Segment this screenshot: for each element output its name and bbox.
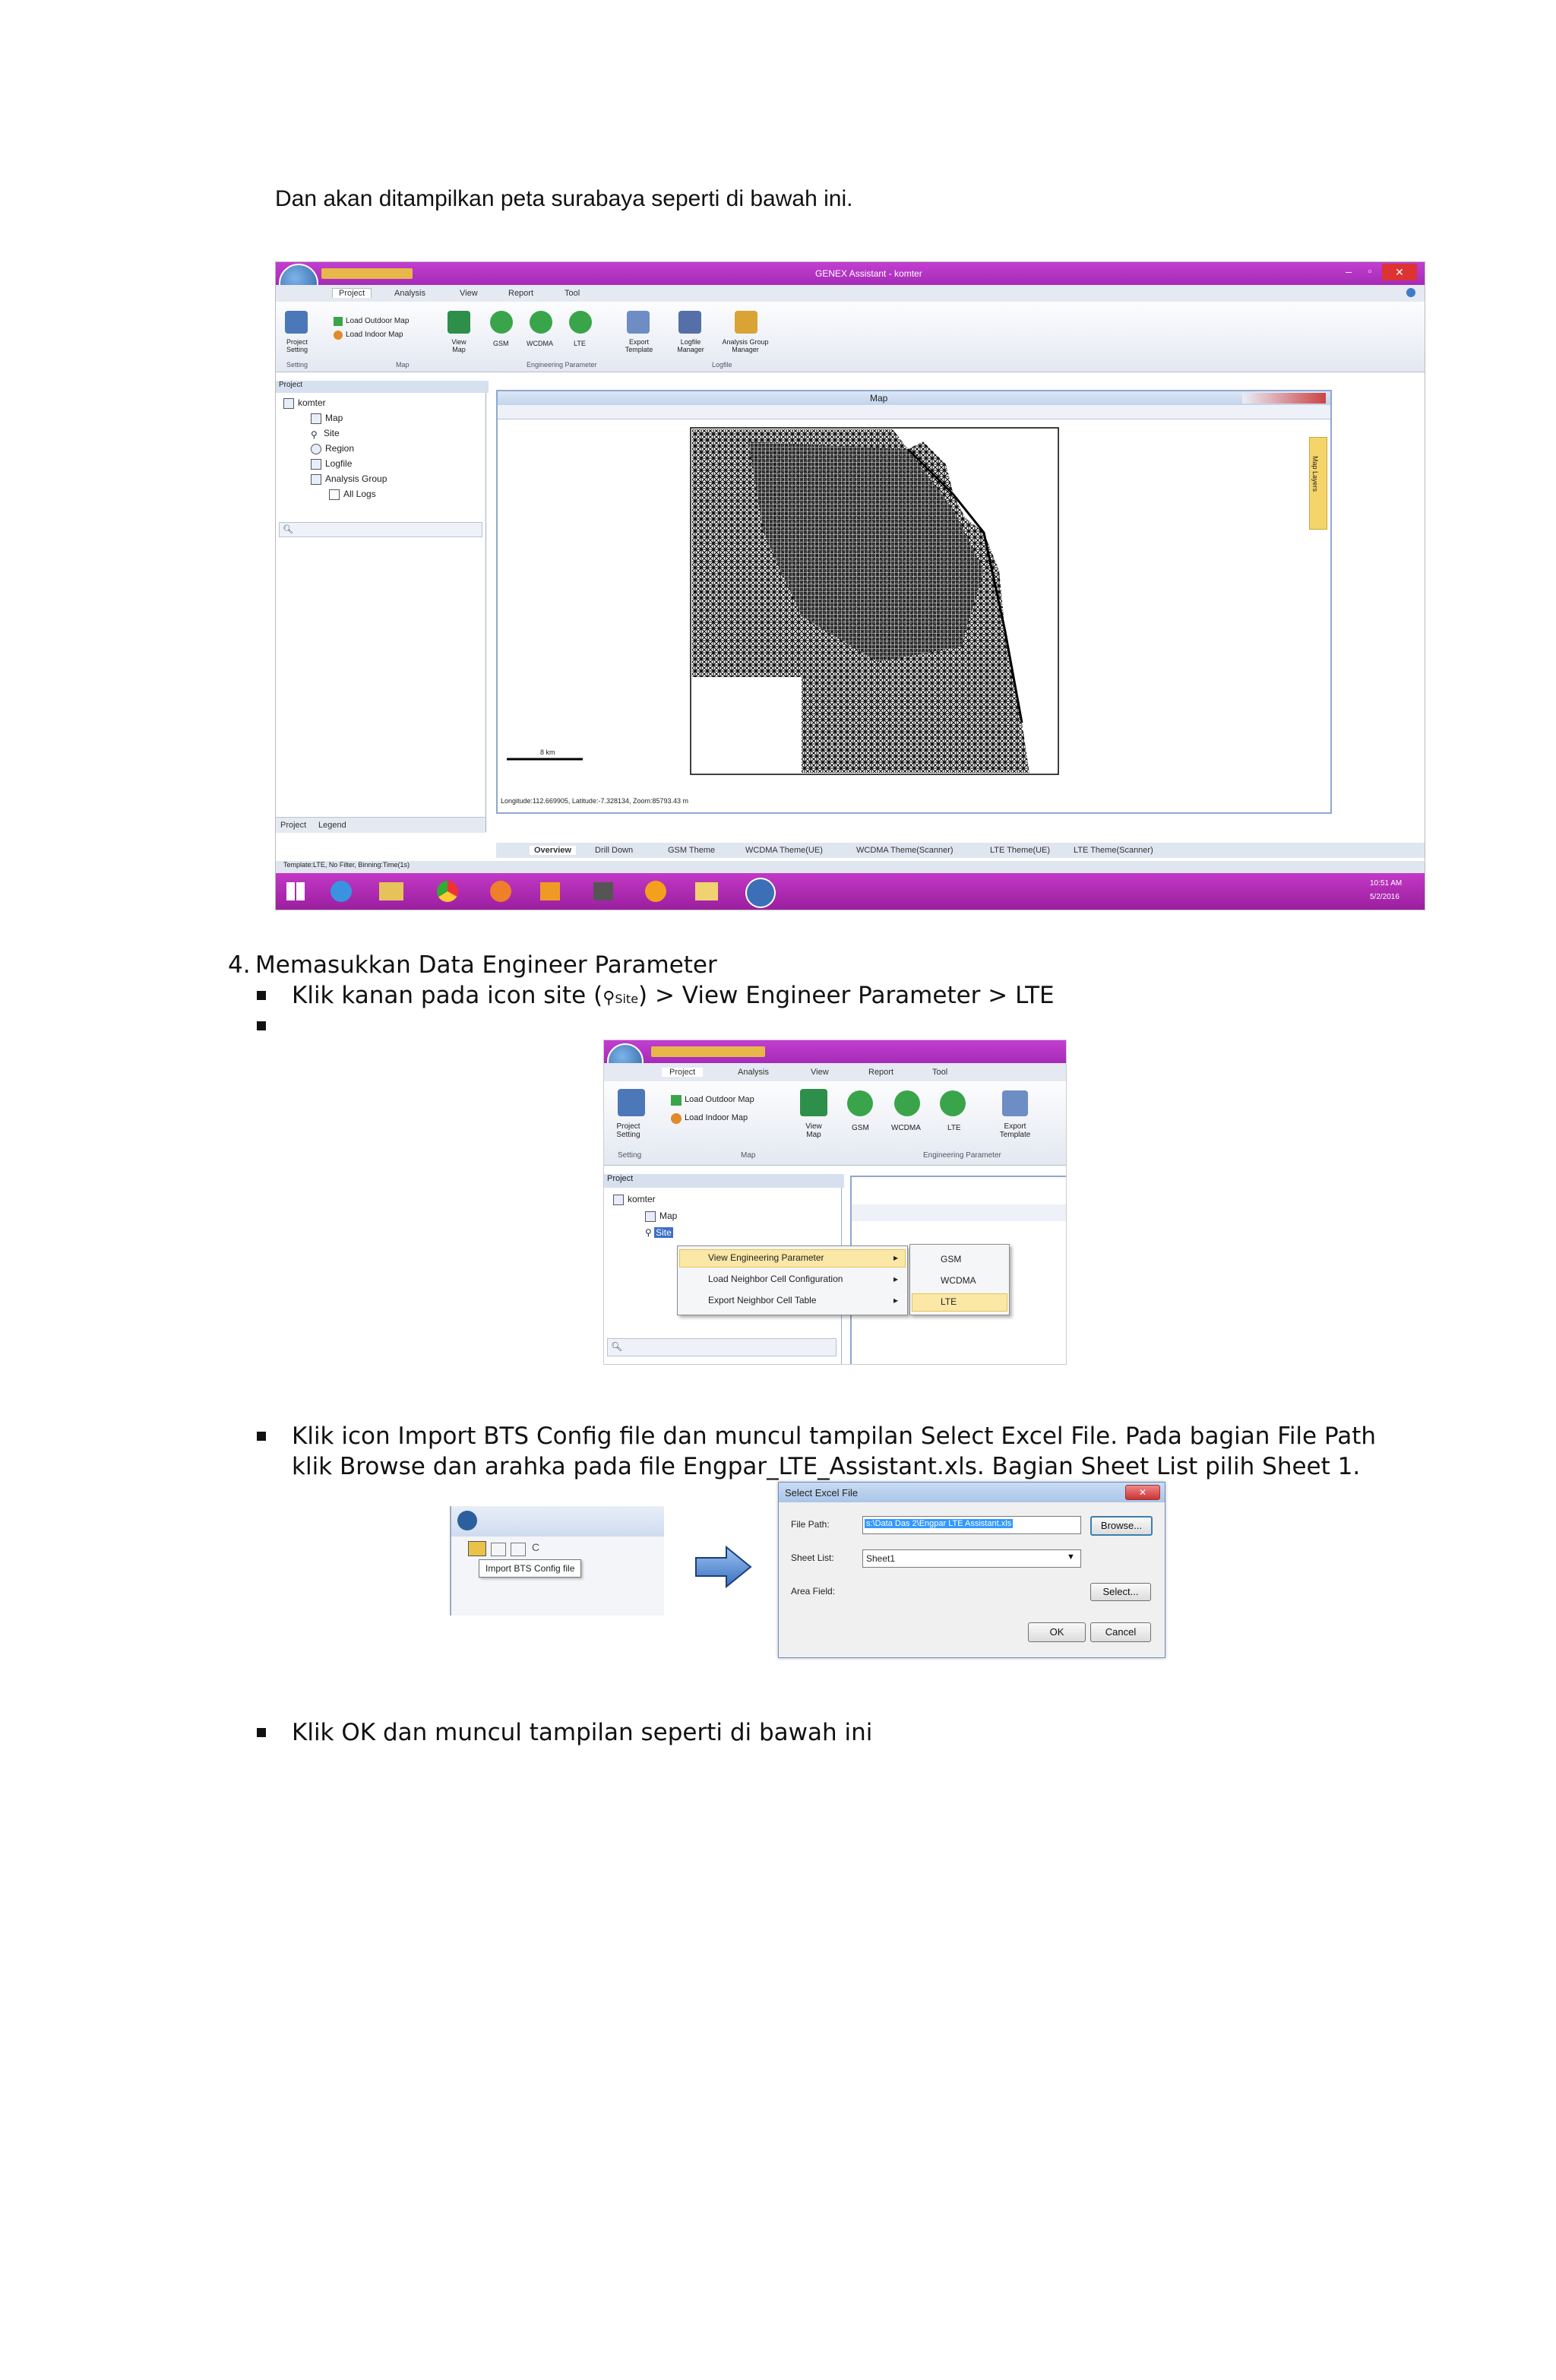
select-excel-file-dialog bbox=[778, 1482, 1165, 1658]
screenshot-genex-main bbox=[275, 261, 1425, 910]
clapper-icon[interactable] bbox=[593, 882, 613, 900]
tab-report[interactable]: Report bbox=[868, 1068, 894, 1077]
view-map-icon[interactable] bbox=[448, 311, 470, 334]
toolbar-icon[interactable] bbox=[491, 1543, 506, 1556]
quick-access-toolbar[interactable] bbox=[321, 268, 413, 279]
menu-arrow: ▸ bbox=[893, 1274, 899, 1284]
window-header bbox=[450, 1506, 664, 1537]
search-icon: 🔍︎ bbox=[283, 525, 293, 534]
menu-arrow: ▸ bbox=[893, 1295, 899, 1306]
lte-label: LTE bbox=[574, 340, 586, 347]
group-eng-label: Engineering Parameter bbox=[527, 361, 597, 369]
surabaya-map-image bbox=[498, 419, 1330, 791]
tab-view[interactable]: View bbox=[811, 1068, 829, 1077]
map-window-titlebar bbox=[498, 391, 1330, 405]
group-map-label: Map bbox=[396, 361, 410, 369]
bullet-marker bbox=[257, 1432, 266, 1441]
group-eng-label: Engineering Parameter bbox=[923, 1151, 1001, 1160]
submenu-lte[interactable]: LTE bbox=[941, 1296, 957, 1307]
tab-overview[interactable]: Overview bbox=[530, 846, 576, 855]
menu-export-neighbor-cell[interactable]: Export Neighbor Cell Table bbox=[708, 1295, 817, 1306]
analysis-group-icon bbox=[311, 474, 321, 485]
tab-tool[interactable]: Tool bbox=[565, 289, 580, 298]
tab-tool[interactable]: Tool bbox=[932, 1068, 948, 1077]
ok-button[interactable]: OK bbox=[1028, 1622, 1086, 1642]
ribbon-tabs bbox=[276, 285, 1425, 302]
tree-item-komter[interactable]: komter bbox=[283, 397, 326, 409]
explorer-icon[interactable] bbox=[379, 882, 403, 900]
bullet4-text: Klik OK dan muncul tampilan seperti di bawah ini bbox=[292, 1719, 873, 1746]
wcdma-label: WCDMA bbox=[891, 1124, 921, 1132]
tree-item-logfile[interactable]: Logfile bbox=[311, 458, 352, 470]
logfile-icon bbox=[311, 459, 321, 470]
load-outdoor-map-button[interactable]: Load Outdoor Map bbox=[685, 1095, 754, 1104]
ribbon bbox=[604, 1081, 1066, 1166]
tab-project[interactable]: Project bbox=[332, 288, 372, 298]
project-setting-label: Project Setting bbox=[286, 338, 308, 353]
gsm-icon[interactable] bbox=[490, 311, 513, 334]
tab-wcdma-theme-ue[interactable]: WCDMA Theme(UE) bbox=[745, 846, 823, 855]
bullet3-line1: Klik icon Import BTS Config file dan muncul tampilan Select Excel File. Pada bagian File Path bbox=[292, 1423, 1377, 1450]
screenshot-context-menu bbox=[603, 1040, 1067, 1365]
quick-access-toolbar[interactable] bbox=[651, 1046, 765, 1057]
analysis-group-manager-icon[interactable] bbox=[735, 311, 757, 334]
right-arrow-icon bbox=[693, 1544, 754, 1590]
title-bar bbox=[604, 1040, 1066, 1063]
tab-analysis[interactable]: Analysis bbox=[738, 1068, 769, 1077]
tree-item-map[interactable]: Map bbox=[311, 413, 343, 424]
wcdma-label: WCDMA bbox=[527, 340, 553, 347]
start-icon[interactable] bbox=[286, 882, 305, 900]
firefox-icon[interactable] bbox=[490, 881, 511, 902]
panel-tabs bbox=[276, 817, 485, 833]
gsm-icon[interactable] bbox=[847, 1090, 873, 1116]
map-toolbar[interactable] bbox=[498, 405, 1330, 419]
app-logo-icon bbox=[457, 1511, 477, 1530]
tab-analysis[interactable]: Analysis bbox=[394, 289, 425, 298]
load-indoor-map-icon bbox=[671, 1113, 682, 1124]
dialog-titlebar bbox=[779, 1483, 1165, 1502]
tree-item-komter[interactable]: komter bbox=[613, 1194, 656, 1205]
map-window-buttons[interactable] bbox=[1242, 393, 1326, 404]
import-bts-config-icon[interactable] bbox=[468, 1541, 486, 1556]
sheet-list-value: Sheet1 bbox=[866, 1553, 896, 1564]
file-path-label: File Path: bbox=[791, 1519, 830, 1530]
step-number: 4. bbox=[228, 951, 251, 979]
area-field-label: Area Field: bbox=[791, 1586, 836, 1597]
bullet1-text bbox=[292, 980, 1055, 1014]
group-map-label: Map bbox=[741, 1151, 756, 1160]
menu-view-engineering-parameter[interactable]: View Engineering Parameter bbox=[708, 1252, 824, 1263]
refresh-icon[interactable]: C bbox=[532, 1541, 540, 1553]
site-icon: ⚲ bbox=[311, 429, 318, 440]
export-template-label: Export Template bbox=[625, 338, 653, 353]
tree-item-site[interactable]: ⚲ Site bbox=[645, 1227, 672, 1238]
close-button[interactable]: ✕ bbox=[1382, 264, 1417, 280]
site-inline-icon: ⚲ bbox=[602, 989, 615, 1008]
browse-button[interactable]: Browse... bbox=[1090, 1516, 1153, 1536]
tree-item-site[interactable]: ⚲ Site bbox=[311, 428, 340, 440]
tab-drill-down[interactable]: Drill Down bbox=[595, 846, 634, 855]
clock-time: 10:51 AM bbox=[1370, 879, 1403, 888]
window-title: GENEX Assistant - komter bbox=[815, 268, 922, 279]
export-template-icon[interactable] bbox=[1002, 1090, 1028, 1116]
group-logfile-label: Logfile bbox=[712, 361, 732, 369]
region-icon bbox=[311, 444, 321, 454]
project-setting-icon[interactable] bbox=[285, 311, 308, 334]
tab-project[interactable]: Project bbox=[662, 1068, 703, 1077]
gsm-label: GSM bbox=[493, 340, 509, 347]
project-panel-title: Project bbox=[604, 1174, 844, 1188]
map-icon bbox=[645, 1211, 656, 1222]
wcdma-icon[interactable] bbox=[894, 1090, 920, 1116]
panel-search-bar[interactable] bbox=[607, 1338, 837, 1356]
export-template-icon[interactable] bbox=[627, 311, 650, 334]
chrome-icon[interactable] bbox=[437, 881, 458, 902]
project-setting-label: Project Setting bbox=[616, 1122, 640, 1139]
lte-icon[interactable] bbox=[569, 311, 592, 334]
analysis-group-manager-label: Analysis Group Manager bbox=[722, 338, 769, 353]
cancel-button[interactable]: Cancel bbox=[1090, 1622, 1151, 1642]
tab-lte-theme-ue[interactable]: LTE Theme(UE) bbox=[990, 846, 1051, 855]
view-map-label: View Map bbox=[805, 1122, 822, 1139]
genex-task-icon[interactable] bbox=[745, 878, 776, 908]
tab-gsm-theme[interactable]: GSM Theme bbox=[668, 846, 716, 855]
sheet-list-select[interactable] bbox=[862, 1549, 1081, 1568]
bullet1-post: ) > View Engineer Parameter > LTE bbox=[638, 982, 1055, 1009]
dialog-title: Select Excel File bbox=[785, 1487, 859, 1499]
sheet-list-label: Sheet List: bbox=[791, 1552, 834, 1563]
view-map-label: View Map bbox=[451, 338, 466, 353]
clock-date: 5/2/2016 bbox=[1370, 893, 1399, 901]
toolbar-strip bbox=[450, 1537, 664, 1616]
panel-tab-legend[interactable]: Legend bbox=[318, 821, 346, 830]
ribbon bbox=[276, 302, 1425, 372]
load-outdoor-map-icon bbox=[334, 317, 343, 326]
load-indoor-map-icon bbox=[334, 331, 343, 340]
bullet-marker bbox=[257, 1021, 266, 1030]
bullet1-site: Site bbox=[615, 992, 639, 1006]
bullet3-line2: klik Browse dan arahka pada file Engpar_LTE_Assistant.xls. Bagian Sheet List pilih Sheet 1. bbox=[292, 1453, 1361, 1480]
export-template-label: Export Template bbox=[999, 1122, 1031, 1139]
load-indoor-map-button[interactable]: Load Indoor Map bbox=[685, 1113, 748, 1122]
map-layers-tab[interactable] bbox=[1309, 437, 1327, 530]
load-indoor-map-button[interactable]: Load Indoor Map bbox=[346, 331, 403, 339]
bullet-marker bbox=[257, 1728, 266, 1737]
scale-label: 8 km bbox=[540, 748, 555, 756]
submenu-wcdma[interactable]: WCDMA bbox=[941, 1275, 976, 1286]
submenu-gsm[interactable]: GSM bbox=[941, 1254, 962, 1264]
map-toolbar[interactable] bbox=[852, 1204, 1067, 1221]
chevron-down-icon: ▼ bbox=[1067, 1552, 1075, 1562]
file-path-field[interactable] bbox=[862, 1516, 1081, 1534]
help-icon[interactable] bbox=[1406, 288, 1415, 297]
tree-item-region[interactable]: Region bbox=[311, 443, 354, 454]
load-outdoor-map-button[interactable]: Load Outdoor Map bbox=[346, 317, 410, 325]
title-bar bbox=[276, 262, 1425, 285]
map-window-title: Map bbox=[870, 393, 888, 404]
project-icon bbox=[613, 1195, 624, 1205]
tab-lte-theme-scanner[interactable]: LTE Theme(Scanner) bbox=[1074, 846, 1153, 855]
system-tray[interactable] bbox=[1256, 887, 1362, 896]
media-icon[interactable] bbox=[540, 882, 560, 900]
logfile-manager-label: Logfile Manager bbox=[677, 338, 704, 353]
project-icon bbox=[283, 398, 294, 409]
project-panel bbox=[276, 381, 486, 832]
panel-tab-project[interactable]: Project bbox=[280, 821, 307, 830]
tree-item-all-logs[interactable]: All Logs bbox=[329, 489, 376, 500]
gsm-label: GSM bbox=[852, 1124, 869, 1132]
bullet1-pre: Klik kanan pada icon site ( bbox=[292, 982, 603, 1009]
menu-arrow: ▸ bbox=[893, 1252, 899, 1263]
project-setting-icon[interactable] bbox=[618, 1089, 645, 1116]
group-setting-label: Setting bbox=[286, 361, 308, 369]
area-field-input[interactable] bbox=[862, 1583, 1080, 1600]
menu-load-neighbor-cell[interactable]: Load Neighbor Cell Configuration bbox=[708, 1274, 843, 1284]
wcdma-icon[interactable] bbox=[530, 311, 552, 334]
bottom-tabs bbox=[496, 843, 1425, 858]
tab-wcdma-theme-scanner[interactable]: WCDMA Theme(Scanner) bbox=[856, 846, 954, 855]
submenu bbox=[909, 1244, 1010, 1315]
select-button[interactable]: Select... bbox=[1090, 1583, 1151, 1601]
submenu-highlight bbox=[912, 1293, 1007, 1312]
map-status-coords: Longitude:112.669905, Latitude:-7.328134, Zoom:85793.43 m bbox=[501, 797, 689, 805]
tab-report[interactable]: Report bbox=[508, 289, 534, 298]
dialog-close-button[interactable]: ✕ bbox=[1125, 1485, 1160, 1500]
ribbon-tabs bbox=[604, 1063, 1066, 1081]
screenshot-import-toolbar bbox=[450, 1506, 664, 1632]
map-icon bbox=[311, 413, 321, 424]
context-menu bbox=[677, 1245, 908, 1315]
step-title: Memasukkan Data Engineer Parameter bbox=[255, 951, 717, 979]
toolbar-icon[interactable] bbox=[511, 1543, 526, 1556]
lte-icon[interactable] bbox=[940, 1090, 966, 1116]
bullet-marker bbox=[257, 991, 266, 1000]
group-setting-label: Setting bbox=[618, 1151, 642, 1160]
search-icon: 🔍︎ bbox=[611, 1341, 623, 1352]
site-icon: ⚲ bbox=[645, 1227, 655, 1238]
minimize-button[interactable]: – bbox=[1346, 265, 1352, 277]
view-map-icon[interactable] bbox=[800, 1089, 827, 1116]
map-window bbox=[496, 390, 1332, 814]
status-bar: Template:LTE, No Filter, Binning:Time(1s) bbox=[276, 861, 1425, 873]
orange-app-icon[interactable] bbox=[645, 881, 666, 902]
map-layers-label: Map Layers bbox=[1311, 456, 1319, 492]
lte-label: LTE bbox=[947, 1124, 961, 1132]
maximize-button[interactable]: ▫ bbox=[1368, 265, 1372, 277]
intro-text: Dan akan ditampilkan peta surabaya seperti di bawah ini. bbox=[275, 186, 853, 211]
project-panel-title: Project bbox=[276, 381, 489, 393]
panel-search-bar[interactable] bbox=[279, 522, 482, 537]
file-path-value: s:\Data Das 2\Engpar LTE Assistant.xls bbox=[866, 1519, 1012, 1528]
windows-taskbar bbox=[276, 873, 1425, 910]
load-outdoor-map-icon bbox=[671, 1095, 682, 1106]
folder-icon[interactable] bbox=[695, 882, 718, 900]
logfile-manager-icon[interactable] bbox=[678, 311, 701, 334]
import-bts-tooltip: Import BTS Config file bbox=[479, 1559, 581, 1578]
tree-item-map[interactable]: Map bbox=[645, 1211, 677, 1222]
tab-view[interactable]: View bbox=[460, 289, 478, 298]
tree-item-analysis-group[interactable]: Analysis Group bbox=[311, 473, 387, 485]
ie-icon[interactable] bbox=[330, 881, 352, 902]
all-logs-icon bbox=[329, 489, 340, 500]
